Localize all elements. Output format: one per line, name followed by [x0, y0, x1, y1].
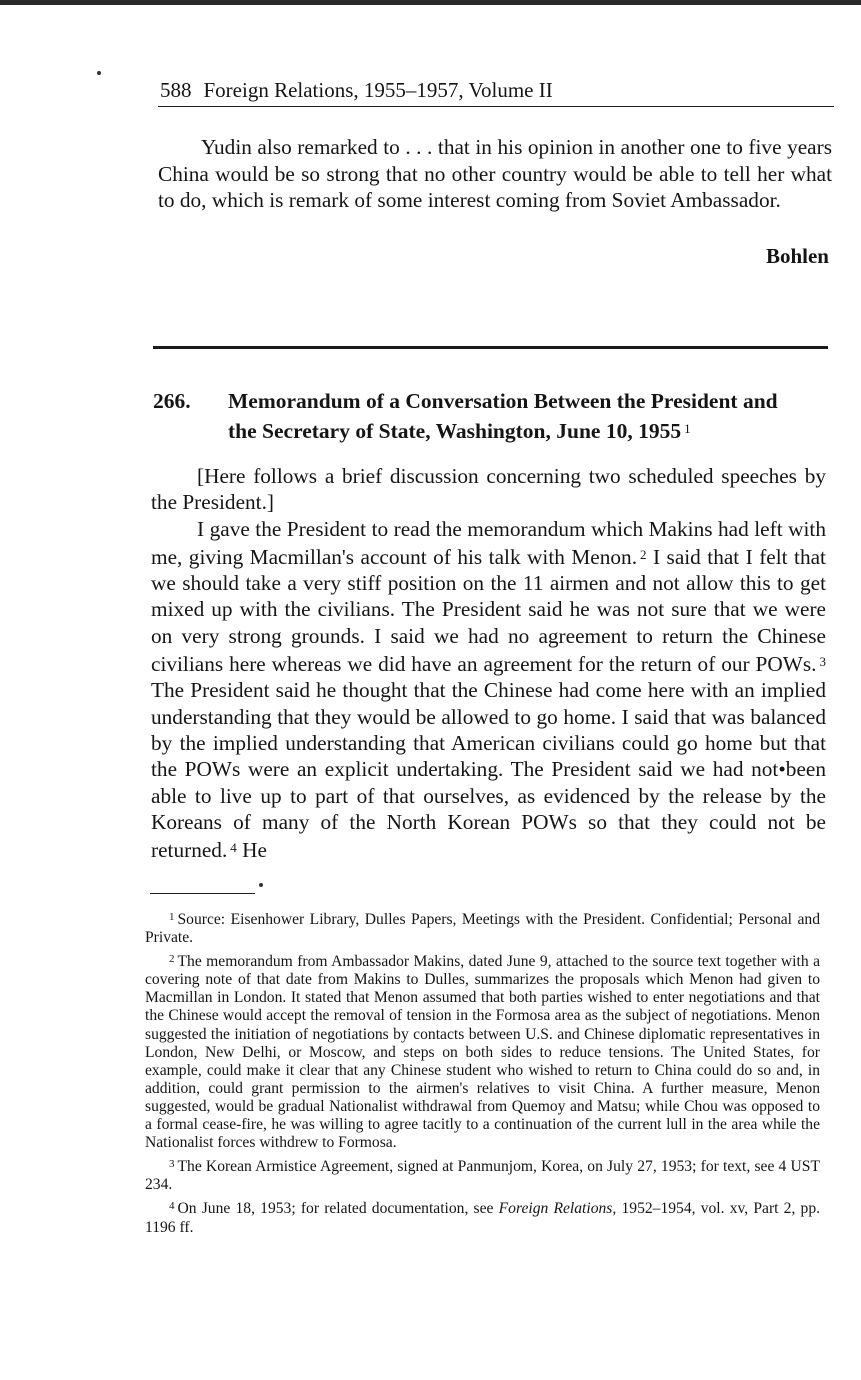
footnote-reference-1[interactable]: 1: [684, 421, 691, 436]
body-text-segment: I said that I felt that we should take a very stiff position on the 11 airmen and not allow this to get mixed up with the civilians. The President said he was not sure that we were on very strong grounds. I said we had no agreement to return the Chinese civilians here whereas we did have an agreement for the return of our POWs.: [151, 544, 826, 677]
document-heading: [153, 388, 828, 445]
signature: Bohlen: [765, 244, 829, 268]
previous-document-paragraph: Yudin also remarked to . . . that in his opinion in another one to five years China would be so strong that no other country would be able to tell her what to do, which is remark of some interest coming from Soviet Ambassador.: [158, 135, 832, 212]
document-separator-rule: [153, 346, 828, 349]
running-head-rule: [158, 106, 834, 107]
scan-speck: [259, 883, 263, 887]
footnote-reference-3[interactable]: 3: [819, 654, 826, 670]
running-head: [160, 76, 832, 104]
document-body: [151, 463, 826, 863]
footnote-1: [145, 908, 820, 947]
editorial-note-paragraph: [Here follows a brief discussion concerning two scheduled speeches by the President.]: [151, 464, 826, 515]
body-text-segment: I gave the President to read the memorandum which Makins had left with me, giving Macmillan's account of his talk with Menon.: [151, 516, 826, 569]
body-text-segment: The President said he thought that the Chinese had come here with an implied understanding that they would be allowed to go home. I said that was balanced by the implied understanding that American civilians could go home but that the POWs were an explicit undertaking. The President said we had not•been able to live up to part of that ourselves, as evidenced by the release by the Koreans of many of the North Korean POWs so that they could not be returned.: [151, 678, 826, 863]
previous-document-tail: [158, 134, 832, 214]
body-text-segment: He: [242, 838, 267, 863]
footnote-text: On June 18, 1953; for related documentation, see: [177, 1200, 494, 1218]
footnote-text: The Korean Armistice Agreement, signed at Panmunjom, Korea, on July 27, 1953; for text, see 4 UST 234.: [145, 1158, 820, 1194]
page-number: 588: [160, 78, 192, 102]
publication-title: Foreign Relations,: [498, 1200, 617, 1218]
footnote-2: [145, 950, 820, 1152]
footnote-reference-4[interactable]: 4: [230, 840, 237, 856]
footnote-text: 1952–1954, vol. xv, Part 2, pp. 1196 ff.: [145, 1200, 821, 1236]
footnote-mark: 1: [169, 911, 175, 923]
scan-speck: [97, 71, 101, 75]
footnote-mark: 3: [169, 1158, 175, 1171]
volume-title: Foreign Relations, 1955–1957, Volume II: [203, 78, 553, 102]
footnote-3: [145, 1155, 820, 1194]
footnote-4: [145, 1197, 820, 1236]
footnote-text: The memorandum from Ambassador Makins, dated June 9, attached to the source text together with a covering note of that date from Makins to Dulles, summarizes the proposals which Menon had given to Macmillan in London. It stated that Menon assumed that both parties wished to enter negotiations and that the Chinese would accept the removal of tension in the Formosa area as the subject of negotiations. Menon suggested the initiation of negotiations by contacts between U.S. and Chinese diplomatic representatives in London, New Delhi, or Moscow, and steps on both sides to reduce tensions. The United States, for example, could make it clear that any Chinese student who wished to return to China could do so and, in addition, could grant permission to the airmen's relatives to visit China. A further measure, Menon suggested, would be gradual Nationalist withdrawal from Quemoy and Matsu; while Chou was opposed to a formal cease-fire, he was willing to agree tacitly to a continuation of the current lull in the area while the Nationalist forces withdrew to Formosa.: [145, 953, 820, 1152]
document-title-block: [228, 388, 798, 445]
footnote-mark: 2: [169, 953, 175, 966]
footnotes: [145, 908, 820, 1240]
scan-top-edge: [0, 0, 861, 5]
footnote-mark: 4: [169, 1200, 175, 1213]
footnote-separator: [150, 893, 255, 894]
body-paragraph: [151, 516, 826, 864]
document-title: Memorandum of a Conversation Between the President and the Secretary of State, Washington, June 10, 1955: [228, 389, 778, 443]
footnote-text: Source: Eisenhower Library, Dulles Papers, Meetings with the President. Confidential; Personal and Private.: [145, 911, 820, 947]
footnote-reference-2[interactable]: 2: [640, 546, 647, 562]
document-number: 266.: [153, 389, 191, 413]
